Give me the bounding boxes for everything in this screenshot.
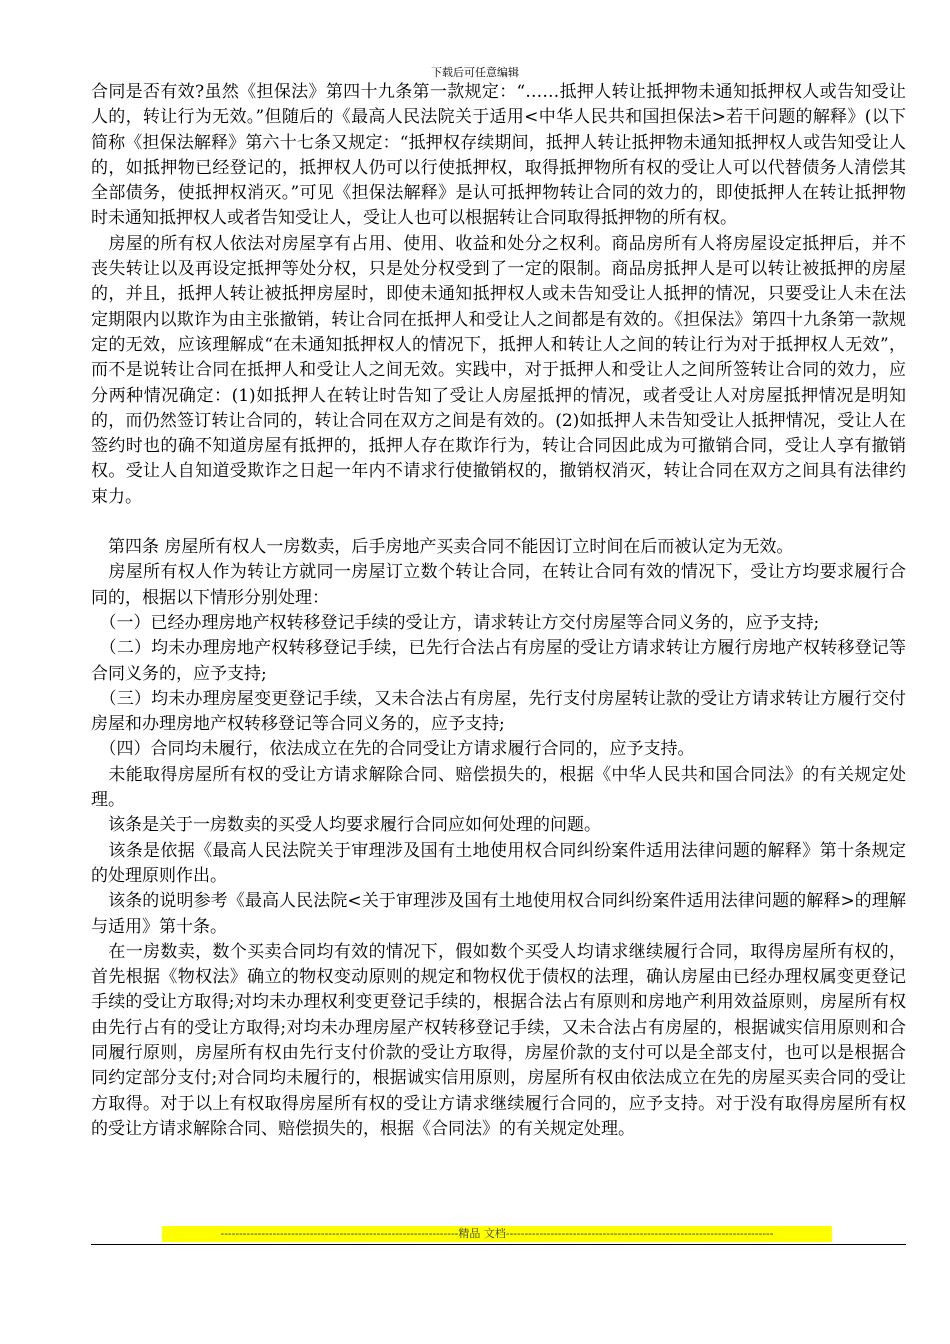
paragraph: 该条是依据《最高人民法院关于审理涉及国有土地使用权合同纠纷案件适用法律问题的解释》第十条规定的处理原则作出。 <box>91 840 906 886</box>
list-item: （三）均未办理房屋变更登记手续，又未合法占有房屋，先行支付房屋转让款的受让方请求转让方履行交付房屋和办理房地产权转移登记等合同义务的，应予支持; <box>91 688 906 735</box>
page-header: 下载后可任意编辑 <box>431 66 519 79</box>
list-item: （二）均未办理房地产权转移登记手续，已先行合法占有房屋的受让方请求转让方履行房地产权转移登记等合同义务的，应予支持; <box>91 638 906 684</box>
paragraph: 未能取得房屋所有权的受让方请求解除合同、赔偿损失的，根据《中华人民共和国合同法》的有关规定处理。 <box>91 764 906 811</box>
article-heading: 第四条 房屋所有权人一房数卖，后手房地产买卖合同不能因订立时间在后而被认定为无效。 <box>91 537 794 558</box>
paragraph: 房屋所有权人作为转让方就同一房屋订立数个转让合同，在转让合同有效的情况下，受让方均要求履行合同的，根据以下情形分别处理： <box>91 562 906 608</box>
paragraph-gap <box>91 510 906 535</box>
paragraph: 该条的说明参考《最高人民法院<关于审理涉及国有土地使用权合同纠纷案件适用法律问题的解释>的理解与适用》第十条。 <box>91 891 906 937</box>
list-item: （四）合同均未履行，依法成立在先的合同受让方请求履行合同的，应予支持。 <box>91 739 695 760</box>
list-item: （一）已经办理房地产权转移登记手续的受让方，请求转让方交付房屋等合同义务的，应予支持; <box>91 612 820 633</box>
footer-divider <box>91 1244 906 1245</box>
paragraph: 合同是否有效?虽然《担保法》第四十九条第一款规定：“……抵押人转让抵押物未通知抵押权人或告知受让人的，转让行为无效。”但随后的《最高人民法院关于适用<中华人民共和国担保法>若干问题的解释》(以下简称《担保法解释》第六十七条又规定：“抵押权存续期间，抵押人转让抵押物未通知抵押权人或告知受让人的，如抵押物已经登记的，抵押权人仍可以行使抵押权，取得抵押物所有权的受让人可以代替债务人清偿其全部债务，使抵押权消灭。”可见《担保法解释》是认可抵押物转让合同的效力的，即使抵押人在转让抵押物时未通知抵押权人或者告知受让人，受让人也可以根据转让合同取得抵押物的所有权。 <box>91 82 906 229</box>
paragraph: 该条是关于一房数卖的买受人均要求履行合同应如何处理的问题。 <box>91 815 601 836</box>
footer-banner: ----------------------------------------------------------------精品 文档------------------------------------------------------------------------ <box>162 1226 832 1242</box>
paragraph: 房屋的所有权人依法对房屋享有占用、使用、收益和处分之权利。商品房所有人将房屋设定抵押后，并不丧失转让以及再设定抵押等处分权，只是处分权受到了一定的限制。商品房抵押人是可以转让被抵押的房屋的，并且，抵押人转让被抵押房屋时，即使未通知抵押权人或未告知受让人抵押的情况，只要受让人未在法定期限内以欺诈为由主张撤销，转让合同在抵押人和受让人之间都是有效的。《担保法》第四十九条第一款规定的无效，应该理解成“在未通知抵押权人的情况下，抵押人和转让人之间的转让行为对于抵押权人无效”，而不是说转让合同在抵押人和受让人之间无效。实践中，对于抵押人和受让人之间所签转让合同的效力，应分两种情况确定：(1)如抵押人在转让时告知了受让人房屋抵押的情况，或者受让人对房屋抵押情况是明知的，而仍然签订转让合同的，转让合同在双方之间是有效的。(2)如抵押人未告知受让人抵押情况，受让人在签约时也的确不知道房屋有抵押的，抵押人存在欺诈行为，转让合同因此成为可撤销合同，受让人享有撤销权。受让人自知道受欺诈之日起一年内不请求行使撤销权的，撤销权消灭，转让合同在双方之间具有法律约束力。 <box>91 233 906 507</box>
document-body <box>91 80 906 1142</box>
paragraph: 在一房数卖，数个买卖合同均有效的情况下，假如数个买受人均请求继续履行合同，取得房屋所有权的，首先根据《物权法》确立的物权变动原则的规定和物权优于债权的法理，确认房屋由已经办理权属变更登记手续的受让方取得;对均未办理权利变更登记手续的，根据合法占有原则和房地产利用效益原则，房屋所有权由先行占有的受让方取得;对均未办理房屋产权转移登记手续，又未合法占有房屋的，根据诚实信用原则和合同履行原则，房屋所有权由先行支付价款的受让方取得，房屋价款的支付可以是全部支付，也可以是根据合同约定部分支付;对合同均未履行的，根据诚实信用原则，房屋所有权由依法成立在先的房屋买卖合同的受让方取得。对于以上有权取得房屋所有权的受让方请求继续履行合同的，应予支持。对于没有取得房屋所有权的受让方请求解除合同、赔偿损失的，根据《合同法》的有关规定处理。 <box>91 941 906 1139</box>
